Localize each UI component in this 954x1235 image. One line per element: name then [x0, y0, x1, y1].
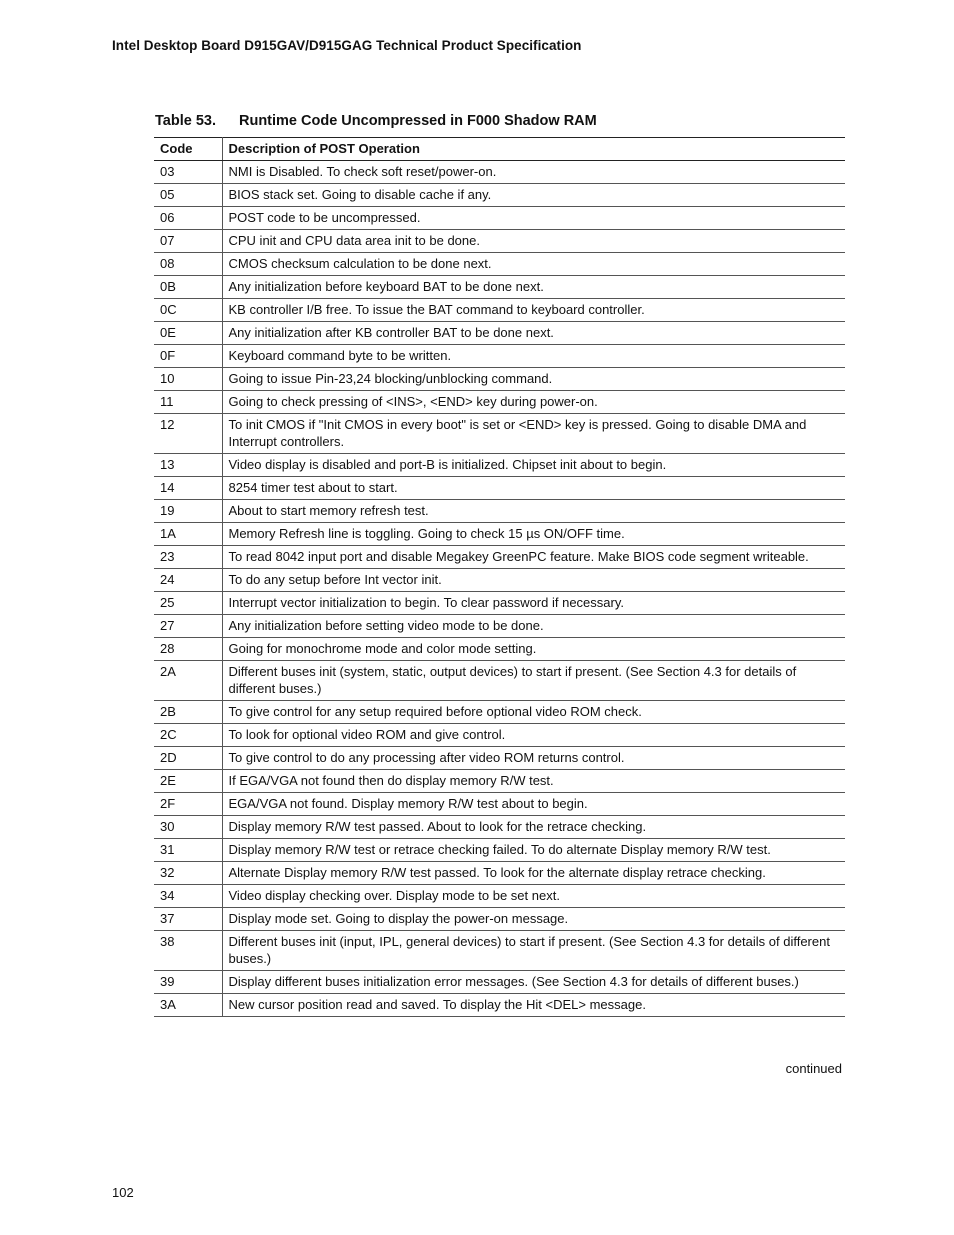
post-description-cell: EGA/VGA not found. Display memory R/W test about to begin. [222, 793, 845, 816]
post-description-cell: About to start memory refresh test. [222, 500, 845, 523]
post-code-cell: 10 [154, 368, 222, 391]
column-header-code: Code [154, 138, 222, 161]
table-row [154, 299, 845, 322]
post-description-cell: To give control to do any processing after video ROM returns control. [222, 747, 845, 770]
post-code-cell: 34 [154, 885, 222, 908]
post-description-cell: Video display checking over. Display mode to be set next. [222, 885, 845, 908]
table-body [154, 161, 845, 1017]
post-description-cell: Going for monochrome mode and color mode setting. [222, 638, 845, 661]
post-code-cell: 3A [154, 994, 222, 1017]
table-row [154, 661, 845, 701]
post-code-cell: 27 [154, 615, 222, 638]
post-code-cell: 37 [154, 908, 222, 931]
page-number: 102 [112, 1185, 134, 1200]
post-description-cell: NMI is Disabled. To check soft reset/power-on. [222, 161, 845, 184]
post-code-cell: 2F [154, 793, 222, 816]
table-row [154, 862, 845, 885]
post-description-cell: To look for optional video ROM and give control. [222, 724, 845, 747]
post-code-cell: 03 [154, 161, 222, 184]
column-header-description: Description of POST Operation [222, 138, 845, 161]
post-code-cell: 24 [154, 569, 222, 592]
table-row [154, 615, 845, 638]
table-row [154, 569, 845, 592]
post-code-cell: 31 [154, 839, 222, 862]
post-code-cell: 32 [154, 862, 222, 885]
post-code-cell: 39 [154, 971, 222, 994]
post-code-cell: 07 [154, 230, 222, 253]
post-code-cell: 05 [154, 184, 222, 207]
post-code-cell: 06 [154, 207, 222, 230]
continued-label: continued [785, 1061, 842, 1076]
post-code-table [154, 137, 845, 1017]
table-row [154, 994, 845, 1017]
post-description-cell: CMOS checksum calculation to be done next. [222, 253, 845, 276]
post-code-cell: 2D [154, 747, 222, 770]
post-code-cell: 2C [154, 724, 222, 747]
table-row [154, 885, 845, 908]
post-description-cell: Any initialization before setting video mode to be done. [222, 615, 845, 638]
table-caption [155, 113, 597, 129]
post-description-cell: To give control for any setup required before optional video ROM check. [222, 701, 845, 724]
running-head: Intel Desktop Board D915GAV/D915GAG Technical Product Specification [112, 38, 582, 53]
post-code-cell: 1A [154, 523, 222, 546]
table-row [154, 454, 845, 477]
post-code-cell: 2B [154, 701, 222, 724]
post-description-cell: Display different buses initialization error messages. (See Section 4.3 for details of different buses.) [222, 971, 845, 994]
table-row [154, 793, 845, 816]
post-description-cell: Memory Refresh line is toggling. Going to check 15 µs ON/OFF time. [222, 523, 845, 546]
post-code-cell: 0B [154, 276, 222, 299]
table-row [154, 230, 845, 253]
post-description-cell: Interrupt vector initialization to begin. To clear password if necessary. [222, 592, 845, 615]
table-row [154, 747, 845, 770]
post-description-cell: Any initialization before keyboard BAT to be done next. [222, 276, 845, 299]
table-row [154, 368, 845, 391]
post-description-cell: Going to check pressing of <INS>, <END> key during power-on. [222, 391, 845, 414]
table-row [154, 638, 845, 661]
post-code-cell: 0F [154, 345, 222, 368]
table-number: Table 53. [155, 113, 216, 129]
table-row [154, 322, 845, 345]
post-description-cell: 8254 timer test about to start. [222, 477, 845, 500]
post-code-cell: 08 [154, 253, 222, 276]
table-row [154, 701, 845, 724]
post-code-cell: 0C [154, 299, 222, 322]
table-row [154, 931, 845, 971]
post-description-cell: Going to issue Pin-23,24 blocking/unblocking command. [222, 368, 845, 391]
post-code-cell: 28 [154, 638, 222, 661]
post-description-cell: Keyboard command byte to be written. [222, 345, 845, 368]
post-code-cell: 23 [154, 546, 222, 569]
table-row [154, 500, 845, 523]
table-row [154, 253, 845, 276]
table-row [154, 345, 845, 368]
post-code-cell: 30 [154, 816, 222, 839]
post-description-cell: BIOS stack set. Going to disable cache if any. [222, 184, 845, 207]
table-row [154, 276, 845, 299]
table-row [154, 414, 845, 454]
post-code-cell: 12 [154, 414, 222, 454]
table-row [154, 391, 845, 414]
table-row [154, 592, 845, 615]
post-code-cell: 2A [154, 661, 222, 701]
table-row [154, 184, 845, 207]
post-description-cell: Display memory R/W test or retrace checking failed. To do alternate Display memory R/W test. [222, 839, 845, 862]
post-description-cell: To do any setup before Int vector init. [222, 569, 845, 592]
post-description-cell: POST code to be uncompressed. [222, 207, 845, 230]
post-description-cell: CPU init and CPU data area init to be done. [222, 230, 845, 253]
post-description-cell: Video display is disabled and port-B is initialized. Chipset init about to begin. [222, 454, 845, 477]
table-row [154, 477, 845, 500]
post-description-cell: Display mode set. Going to display the power-on message. [222, 908, 845, 931]
post-description-cell: Any initialization after KB controller BAT to be done next. [222, 322, 845, 345]
post-description-cell: To init CMOS if "Init CMOS in every boot" is set or <END> key is pressed. Going to disable DMA and Interrupt controllers. [222, 414, 845, 454]
table-row [154, 908, 845, 931]
table-row [154, 724, 845, 747]
post-description-cell: Different buses init (input, IPL, general devices) to start if present. (See Section 4.3 for details of different buses.) [222, 931, 845, 971]
table-row [154, 207, 845, 230]
post-description-cell: Different buses init (system, static, output devices) to start if present. (See Section 4.3 for details of different buses.) [222, 661, 845, 701]
table-row [154, 770, 845, 793]
post-code-cell: 13 [154, 454, 222, 477]
table-title: Runtime Code Uncompressed in F000 Shadow RAM [239, 113, 597, 129]
post-description-cell: Display memory R/W test passed. About to look for the retrace checking. [222, 816, 845, 839]
table-row [154, 546, 845, 569]
post-code-cell: 0E [154, 322, 222, 345]
post-code-cell: 25 [154, 592, 222, 615]
post-description-cell: To read 8042 input port and disable Megakey GreenPC feature. Make BIOS code segment writeable. [222, 546, 845, 569]
table-row [154, 816, 845, 839]
table-row [154, 161, 845, 184]
table-row [154, 971, 845, 994]
post-description-cell: If EGA/VGA not found then do display memory R/W test. [222, 770, 845, 793]
table-row [154, 523, 845, 546]
post-code-cell: 11 [154, 391, 222, 414]
post-description-cell: New cursor position read and saved. To display the Hit <DEL> message. [222, 994, 845, 1017]
table-row [154, 839, 845, 862]
table-header-row [154, 138, 845, 161]
post-code-cell: 14 [154, 477, 222, 500]
post-code-cell: 38 [154, 931, 222, 971]
post-description-cell: Alternate Display memory R/W test passed. To look for the alternate display retrace checking. [222, 862, 845, 885]
post-code-cell: 2E [154, 770, 222, 793]
post-code-cell: 19 [154, 500, 222, 523]
post-description-cell: KB controller I/B free. To issue the BAT command to keyboard controller. [222, 299, 845, 322]
